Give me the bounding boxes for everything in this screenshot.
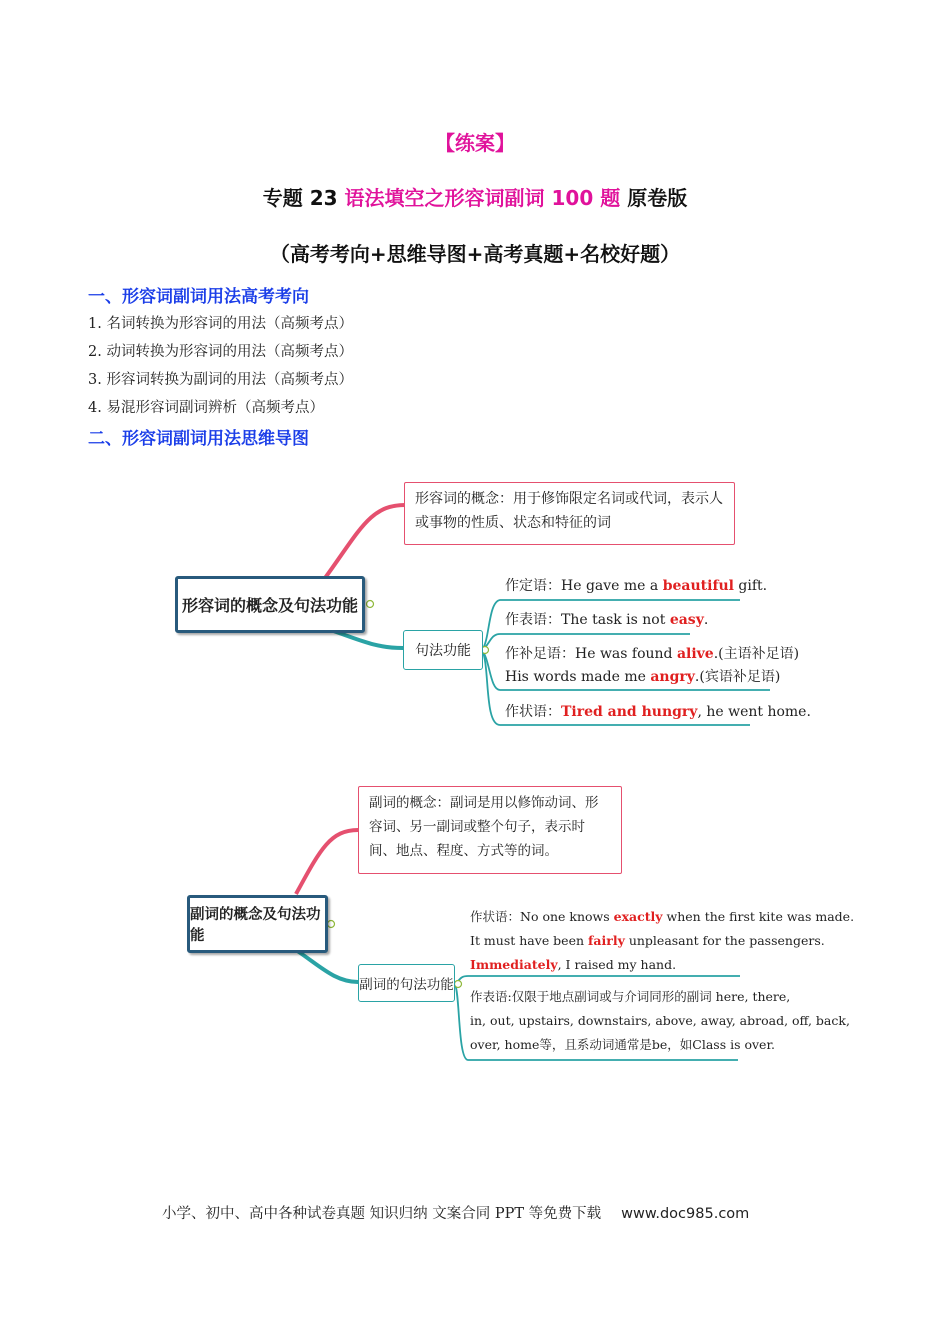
map2-leaf-adverbial-2: It must have been fairly unpleasant for the passengers. xyxy=(470,933,825,948)
map2-leaf-adverbial-1: 作状语：No one knows exactly when the first kite was made. xyxy=(470,909,855,924)
map2-root-node: 副词的概念及句法功能 xyxy=(187,895,328,953)
list-item: 3. 形容词转换为副词的用法（高频考点） xyxy=(88,372,353,388)
document-subtitle: （高考考向+思维导图+高考真题+名校好题） xyxy=(269,242,681,266)
map2-leaf-predicative-3: over, home等，且系动词通常是be，如Class is over. xyxy=(470,1037,776,1052)
document-tag: 【练案】 xyxy=(435,131,515,155)
title-suffix: 原卷版 xyxy=(620,186,688,210)
map1-leaf-attributive: 作定语：He gave me a beautiful gift. xyxy=(505,578,768,594)
map2-concept-node: 副词的概念：副词是用以修饰动词、形容词、另一副词或整个句子，表示时间、地点、程度、方式等的词。 xyxy=(358,786,622,874)
map2-function-node: 副词的句法功能 xyxy=(358,964,455,1002)
map1-concept-node: 形容词的概念：用于修饰限定名词或代词，表示人或事物的性质、状态和特征的词 xyxy=(404,482,735,545)
map1-root-node: 形容词的概念及句法功能 xyxy=(175,576,365,633)
footer-text: 小学、初中、高中各种试卷真题 知识归纳 文案合同 PPT 等免费下载 xyxy=(162,1206,602,1222)
map2-leaf-adverbial-3: Immediately, I raised my hand. xyxy=(470,957,677,972)
list-item: 4. 易混形容词副词辨析（高频考点） xyxy=(88,400,324,416)
page-footer xyxy=(162,1202,749,1223)
branch-function-2 xyxy=(296,950,358,982)
list-item: 2. 动词转换为形容词的用法（高频考点） xyxy=(88,344,353,360)
branch-concept-2 xyxy=(296,830,358,894)
list-item: 1. 名词转换为形容词的用法（高频考点） xyxy=(88,316,353,332)
map1-function-node: 句法功能 xyxy=(403,630,483,670)
map1-leaf-complement-object: His words made me angry.(宾语补足语) xyxy=(505,669,781,685)
footer-url-link[interactable]: www.doc985.com xyxy=(621,1206,750,1222)
map1-leaf-predicative: 作表语：The task is not easy. xyxy=(505,612,709,628)
section-heading-1: 一、形容词副词用法高考考向 xyxy=(88,287,309,307)
collapse-dot-1 xyxy=(367,601,374,608)
map1-leaf-adverbial: 作状语：Tired and hungry, he went home. xyxy=(505,704,811,720)
map2-leaf-predicative-2: in, out, upstairs, downstairs, above, away, abroad, off, back, xyxy=(470,1013,850,1028)
map1-leaf-complement-subject: 作补足语：He was found alive.(主语补足语) xyxy=(505,646,800,662)
section-heading-2: 二、形容词副词用法思维导图 xyxy=(88,429,309,449)
title-highlight: 语法填空之形容词副词 100 题 xyxy=(344,186,621,210)
title-prefix: 专题 23 xyxy=(262,186,345,210)
branch-concept-1 xyxy=(325,505,405,578)
map2-leaf-predicative-1: 作表语:仅限于地点副词或与介词同形的副词 here, there, xyxy=(470,989,791,1004)
